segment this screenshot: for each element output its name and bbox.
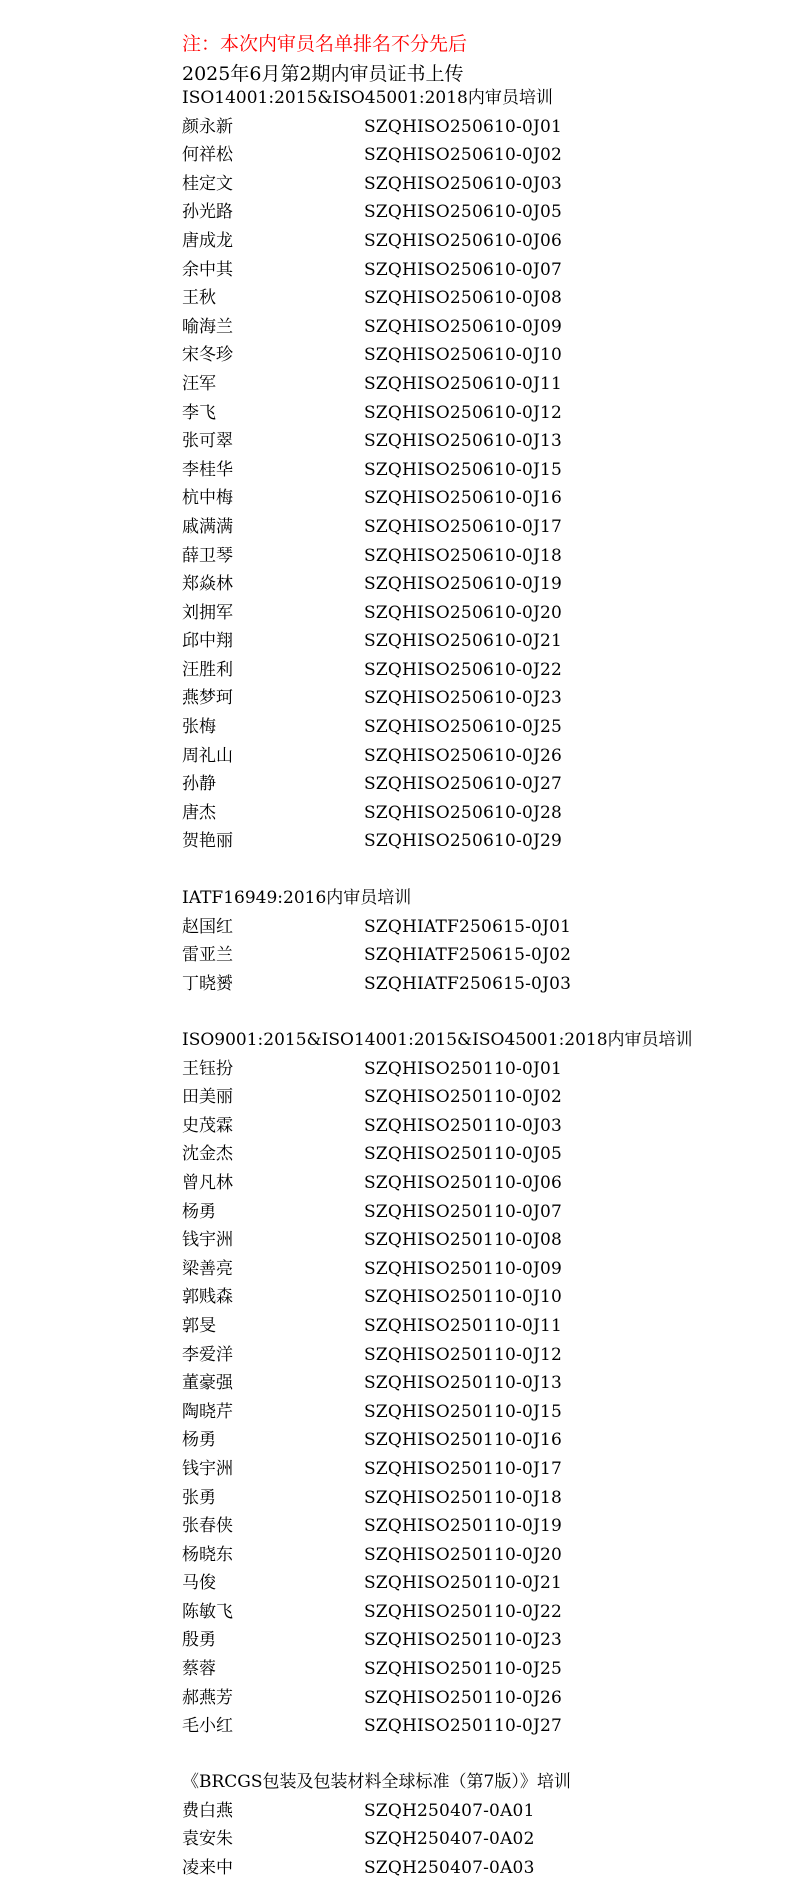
certificate-number: SZQHISO250610-0J26	[364, 745, 563, 766]
section-title: 《BRCGS包装及包装材料全球标准（第7版）》培训	[182, 1772, 571, 1792]
trainee-name: 桂定文	[182, 173, 233, 194]
name-list	[182, 1797, 782, 1883]
trainee-name: 张春侠	[182, 1516, 233, 1537]
list-item	[182, 799, 782, 828]
certificate-number: SZQH250407-0A01	[364, 1800, 535, 1821]
certificate-number: SZQHISO250110-0J19	[364, 1516, 563, 1537]
list-item	[182, 570, 782, 599]
trainee-name: 张梅	[182, 717, 216, 738]
trainee-name: 余中其	[182, 259, 233, 280]
list-item	[182, 1825, 782, 1854]
list-item	[182, 1341, 782, 1370]
trainee-name: 杨勇	[182, 1430, 216, 1451]
list-item	[182, 370, 782, 399]
certificate-number: SZQHISO250610-0J18	[364, 545, 563, 566]
certificate-number: SZQHISO250110-0J05	[364, 1144, 563, 1165]
trainee-name: 沈金杰	[182, 1144, 233, 1165]
list-item	[182, 1112, 782, 1141]
certificate-number: SZQHISO250610-0J11	[364, 373, 563, 394]
name-list	[182, 1055, 782, 1741]
trainee-name: 唐杰	[182, 802, 216, 823]
list-item	[182, 1169, 782, 1198]
trainee-name: 张勇	[182, 1487, 216, 1508]
list-item	[182, 1598, 782, 1627]
list-item	[182, 1684, 782, 1713]
certificate-number: SZQHISO250610-0J25	[364, 717, 563, 738]
list-item	[182, 1198, 782, 1227]
certificate-number: SZQH250407-0A02	[364, 1829, 535, 1850]
certificate-number: SZQHISO250610-0J08	[364, 288, 563, 309]
certificate-number: SZQHISO250110-0J13	[364, 1373, 563, 1394]
list-item	[182, 684, 782, 713]
trainee-name: 刘拥军	[182, 602, 233, 623]
list-item	[182, 770, 782, 799]
list-item	[182, 341, 782, 370]
trainee-name: 丁晓赟	[182, 973, 233, 994]
list-item	[182, 1626, 782, 1655]
trainee-name: 汪胜利	[182, 659, 233, 680]
trainee-name: 毛小红	[182, 1716, 233, 1737]
certificate-number: SZQHISO250610-0J20	[364, 602, 563, 623]
trainee-name: 李桂华	[182, 459, 233, 480]
list-item	[182, 1541, 782, 1570]
certificate-number: SZQHISO250610-0J09	[364, 316, 563, 337]
list-item	[182, 1854, 782, 1883]
trainee-name: 杭中梅	[182, 488, 233, 509]
list-item	[182, 113, 782, 142]
certificate-number: SZQHISO250610-0J07	[364, 259, 563, 280]
list-item	[182, 941, 782, 970]
list-item	[182, 542, 782, 571]
name-list	[182, 913, 782, 999]
trainee-name: 郝燕芳	[182, 1687, 233, 1708]
certificate-number: SZQHISO250110-0J17	[364, 1458, 563, 1479]
list-item	[182, 713, 782, 742]
list-item	[182, 1055, 782, 1084]
trainee-name: 宋冬珍	[182, 345, 233, 366]
certificate-number: SZQHIATF250615-0J02	[364, 945, 572, 966]
trainee-name: 孙光路	[182, 202, 233, 223]
certificate-number: SZQHISO250110-0J06	[364, 1172, 563, 1193]
list-item	[182, 513, 782, 542]
trainee-name: 颜永新	[182, 116, 233, 137]
list-item	[182, 913, 782, 942]
list-item	[182, 1083, 782, 1112]
list-item	[182, 141, 782, 170]
certificate-number: SZQHISO250610-0J06	[364, 230, 563, 251]
list-item	[182, 1512, 782, 1541]
trainee-name: 汪军	[182, 373, 216, 394]
trainee-name: 唐成龙	[182, 230, 233, 251]
certificate-number: SZQHISO250110-0J02	[364, 1087, 563, 1108]
list-item	[182, 1283, 782, 1312]
list-item	[182, 827, 782, 856]
certificate-number: SZQHISO250110-0J21	[364, 1573, 563, 1594]
certificate-number: SZQHISO250110-0J07	[364, 1201, 563, 1222]
list-item	[182, 1426, 782, 1455]
certificate-number: SZQHISO250110-0J16	[364, 1430, 563, 1451]
list-item	[182, 1797, 782, 1826]
certificate-number: SZQHISO250110-0J27	[364, 1716, 563, 1737]
list-item	[182, 1655, 782, 1684]
certificate-number: SZQHISO250610-0J28	[364, 802, 563, 823]
certificate-number: SZQHISO250110-0J11	[364, 1315, 563, 1336]
certificate-number: SZQHISO250610-0J21	[364, 631, 563, 652]
list-item	[182, 227, 782, 256]
trainee-name: 孙静	[182, 774, 216, 795]
list-item	[182, 484, 782, 513]
trainee-name: 钱宇洲	[182, 1458, 233, 1479]
section-brcgs-packaging	[182, 1768, 782, 1882]
trainee-name: 杨晓东	[182, 1544, 233, 1565]
list-item	[182, 1569, 782, 1598]
list-item	[182, 256, 782, 285]
trainee-name: 郑焱林	[182, 574, 233, 595]
section-title: IATF16949:2016内审员培训	[182, 888, 412, 908]
certificate-number: SZQHISO250610-0J23	[364, 688, 563, 709]
trainee-name: 费白燕	[182, 1800, 233, 1821]
page-title: 2025年6月第2期内审员证书上传	[182, 63, 464, 85]
list-item	[182, 1398, 782, 1427]
trainee-name: 张可翠	[182, 431, 233, 452]
trainee-name: 凌来中	[182, 1857, 233, 1878]
certificate-number: SZQHISO250110-0J09	[364, 1258, 563, 1279]
list-item	[182, 427, 782, 456]
certificate-number: SZQHIATF250615-0J03	[364, 973, 572, 994]
certificate-number: SZQHISO250610-0J19	[364, 574, 563, 595]
list-item	[182, 313, 782, 342]
list-item	[182, 599, 782, 628]
certificate-number: SZQHISO250610-0J02	[364, 145, 563, 166]
trainee-name: 周礼山	[182, 745, 233, 766]
trainee-name: 王秋	[182, 288, 216, 309]
certificate-number: SZQHISO250610-0J13	[364, 431, 563, 452]
section-title: ISO14001:2015&ISO45001:2018内审员培训	[182, 88, 553, 108]
trainee-name: 田美丽	[182, 1087, 233, 1108]
list-item	[182, 1712, 782, 1741]
certificate-number: SZQHISO250110-0J23	[364, 1630, 563, 1651]
trainee-name: 燕梦珂	[182, 688, 233, 709]
trainee-name: 李飞	[182, 402, 216, 423]
list-item	[182, 1226, 782, 1255]
trainee-name: 喻海兰	[182, 316, 233, 337]
list-item	[182, 1140, 782, 1169]
certificate-number: SZQHISO250110-0J22	[364, 1601, 563, 1622]
certificate-number: SZQHISO250110-0J26	[364, 1687, 563, 1708]
trainee-name: 袁安朱	[182, 1829, 233, 1850]
list-item	[182, 1369, 782, 1398]
list-item	[182, 170, 782, 199]
list-item	[182, 456, 782, 485]
certificate-number: SZQHISO250610-0J03	[364, 173, 563, 194]
certificate-number: SZQHISO250110-0J10	[364, 1287, 563, 1308]
list-item	[182, 198, 782, 227]
name-list	[182, 113, 782, 856]
list-item	[182, 627, 782, 656]
certificate-number: SZQHISO250610-0J05	[364, 202, 563, 223]
section-title: ISO9001:2015&ISO14001:2015&ISO45001:2018内审员培训	[182, 1030, 693, 1050]
list-item	[182, 1455, 782, 1484]
trainee-name: 雷亚兰	[182, 945, 233, 966]
certificate-number: SZQHISO250610-0J17	[364, 516, 563, 537]
certificate-number: SZQHISO250610-0J29	[364, 831, 563, 852]
list-item	[182, 1484, 782, 1513]
trainee-name: 钱宇洲	[182, 1230, 233, 1251]
trainee-name: 马俊	[182, 1573, 216, 1594]
certificate-number: SZQHISO250610-0J01	[364, 116, 563, 137]
trainee-name: 郭贱森	[182, 1287, 233, 1308]
certificate-number: SZQHISO250610-0J12	[364, 402, 563, 423]
trainee-name: 董豪强	[182, 1373, 233, 1394]
trainee-name: 王钰扮	[182, 1058, 233, 1079]
section-iatf16949	[182, 884, 782, 998]
certificate-number: SZQHISO250610-0J10	[364, 345, 563, 366]
trainee-name: 蔡蓉	[182, 1659, 216, 1680]
trainee-name: 李爱洋	[182, 1344, 233, 1365]
trainee-name: 杨勇	[182, 1201, 216, 1222]
certificate-number: SZQHISO250110-0J25	[364, 1659, 563, 1680]
certificate-number: SZQHISO250610-0J22	[364, 659, 563, 680]
trainee-name: 陶晓芹	[182, 1401, 233, 1422]
list-item	[182, 656, 782, 685]
ranking-notice: 注：本次内审员名单排名不分先后	[182, 33, 468, 55]
certificate-number: SZQHISO250110-0J01	[364, 1058, 563, 1079]
trainee-name: 史茂霖	[182, 1115, 233, 1136]
list-item	[182, 970, 782, 999]
certificate-number: SZQHISO250110-0J18	[364, 1487, 563, 1508]
trainee-name: 陈敏飞	[182, 1601, 233, 1622]
trainee-name: 薛卫琴	[182, 545, 233, 566]
certificate-number: SZQHISO250110-0J08	[364, 1230, 563, 1251]
list-item	[182, 284, 782, 313]
list-item	[182, 1312, 782, 1341]
certificate-number: SZQHISO250110-0J20	[364, 1544, 563, 1565]
list-item	[182, 1255, 782, 1284]
trainee-name: 何祥松	[182, 145, 233, 166]
certificate-number: SZQH250407-0A03	[364, 1857, 535, 1878]
certificate-number: SZQHIATF250615-0J01	[364, 916, 572, 937]
section-iso14001-iso45001	[182, 84, 782, 856]
trainee-name: 邱中翔	[182, 631, 233, 652]
list-item	[182, 399, 782, 428]
trainee-name: 赵国红	[182, 916, 233, 937]
certificate-number: SZQHISO250110-0J12	[364, 1344, 563, 1365]
certificate-number: SZQHISO250110-0J03	[364, 1115, 563, 1136]
trainee-name: 贺艳丽	[182, 831, 233, 852]
trainee-name: 戚满满	[182, 516, 233, 537]
certificate-number: SZQHISO250110-0J15	[364, 1401, 563, 1422]
trainee-name: 郭旻	[182, 1315, 216, 1336]
trainee-name: 曾凡林	[182, 1172, 233, 1193]
list-item	[182, 742, 782, 771]
trainee-name: 殷勇	[182, 1630, 216, 1651]
section-iso9001-iso14001-iso45001	[182, 1026, 782, 1741]
certificate-number: SZQHISO250610-0J16	[364, 488, 563, 509]
certificate-number: SZQHISO250610-0J27	[364, 774, 563, 795]
trainee-name: 梁善亮	[182, 1258, 233, 1279]
certificate-number: SZQHISO250610-0J15	[364, 459, 563, 480]
